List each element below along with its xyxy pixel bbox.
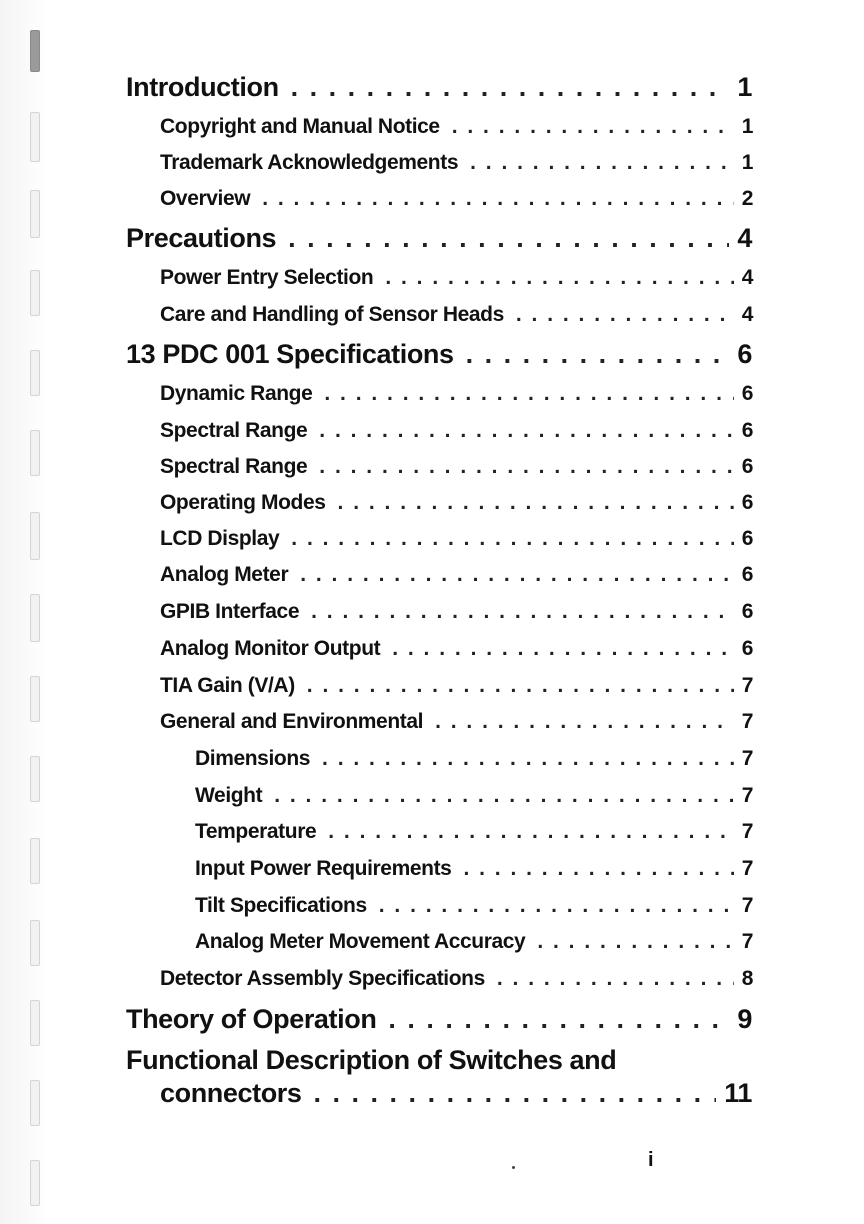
toc-entry-page: 1 xyxy=(737,72,752,102)
toc-entry-level2[interactable] xyxy=(160,637,753,661)
toc-entry-level2[interactable] xyxy=(160,455,753,479)
toc-entry-title: Power Entry Selection xyxy=(160,266,374,289)
toc-dot-leader xyxy=(311,600,734,624)
toc-entry-page: 2 xyxy=(741,187,753,210)
toc-entry-title: Analog Meter Movement Accuracy xyxy=(195,930,526,953)
toc-entry-title: Introduction xyxy=(126,72,279,102)
toc-dot-leader xyxy=(328,820,733,844)
toc-entry-page: 6 xyxy=(737,339,752,369)
toc-entry-page: 7 xyxy=(741,857,753,880)
toc-dot-leader xyxy=(516,303,734,327)
toc-dot-leader xyxy=(324,382,733,406)
toc-dot-leader xyxy=(463,857,733,881)
toc-dot-leader xyxy=(314,1078,717,1109)
toc-dot-leader xyxy=(291,72,730,103)
toc-entry-title: General and Environmental xyxy=(160,710,424,733)
toc-entry-title: Dynamic Range xyxy=(160,382,313,405)
toc-entry-title: Detector Assembly Specifications xyxy=(160,967,485,990)
toc-dot-leader xyxy=(274,784,734,808)
toc-entry-level2[interactable] xyxy=(160,419,753,443)
toc-dot-leader xyxy=(300,563,734,587)
toc-entry-level3[interactable] xyxy=(195,930,753,954)
toc-entry-level3[interactable] xyxy=(195,894,753,918)
toc-entry-title: Weight xyxy=(195,784,263,807)
toc-entry-level3[interactable] xyxy=(195,820,753,844)
toc-entry-page: 11 xyxy=(724,1078,752,1108)
toc-entry-title: Analog Meter xyxy=(160,563,289,586)
toc-entry-title: Analog Monitor Output xyxy=(160,637,381,660)
toc-entry-page: 7 xyxy=(741,930,753,953)
toc-entry-page: 6 xyxy=(741,491,753,514)
toc-entry-level2[interactable] xyxy=(160,967,753,991)
toc-entry-title: Care and Handling of Sensor Heads xyxy=(160,303,504,326)
toc-entry-level2[interactable] xyxy=(160,563,753,587)
toc-entry-page: 9 xyxy=(737,1004,752,1034)
toc-entry-title: GPIB Interface xyxy=(160,600,300,623)
toc-entry-level1[interactable] xyxy=(126,339,752,370)
toc-entry-title: Overview xyxy=(160,187,251,210)
toc-dot-leader xyxy=(466,339,730,370)
toc-entry-title: Temperature xyxy=(195,820,317,843)
toc-entry-title: Precautions xyxy=(126,223,277,253)
toc-entry-level2[interactable] xyxy=(160,115,753,139)
toc-entry-page: 7 xyxy=(741,747,753,770)
toc-entry-level2[interactable] xyxy=(160,382,753,406)
toc-dot-leader xyxy=(385,266,733,290)
toc-entry-page: 7 xyxy=(741,894,753,917)
toc-entry-title: TIA Gain (V/A) xyxy=(160,674,295,697)
toc-dot-leader xyxy=(291,527,733,551)
toc-entry-page: 7 xyxy=(741,674,753,697)
toc-dot-leader xyxy=(262,187,734,211)
toc-dot-leader xyxy=(497,967,734,991)
toc-entry-page: 7 xyxy=(741,784,753,807)
toc-entry-title: Copyright and Manual Notice xyxy=(160,115,440,138)
toc-entry-level3[interactable] xyxy=(195,747,753,771)
toc-entry-title: Operating Modes xyxy=(160,491,326,514)
toc-entry-title: Trademark Acknowledgements xyxy=(160,151,459,174)
toc-entry-title: Input Power Requirements xyxy=(195,857,452,880)
toc-entry-title: LCD Display xyxy=(160,527,280,550)
toc-entry-level2[interactable] xyxy=(160,710,753,734)
toc-entry-level2[interactable] xyxy=(160,187,753,211)
toc-dot-leader xyxy=(435,710,734,734)
toc-entry-page: 7 xyxy=(741,820,753,843)
toc-dot-leader xyxy=(307,674,734,698)
toc-entry-level2[interactable] xyxy=(160,303,753,327)
toc-entry-page: 4 xyxy=(737,223,752,253)
toc-dot-leader xyxy=(470,151,734,175)
toc-entry-level2[interactable] xyxy=(160,491,753,515)
toc-entry-level1[interactable] xyxy=(126,72,752,103)
toc-entry-level3[interactable] xyxy=(195,857,753,881)
toc-entry-page: 6 xyxy=(741,527,753,550)
toc-entry-title: 13 PDC 001 Specifications xyxy=(126,339,454,369)
toc-entry-level2[interactable] xyxy=(160,527,753,551)
toc-dot-leader xyxy=(319,455,733,479)
toc-dot-leader xyxy=(452,115,734,139)
toc-dot-leader xyxy=(392,637,734,661)
toc-entry-page: 8 xyxy=(741,967,753,990)
toc-entry-title: Tilt Specifications xyxy=(195,894,367,917)
toc-dot-leader xyxy=(537,930,733,954)
page-folio: i xyxy=(648,1149,654,1171)
toc-entry-title: Theory of Operation xyxy=(126,1004,377,1034)
toc-entry-title: Spectral Range xyxy=(160,455,308,478)
toc-entry-level2[interactable] xyxy=(160,151,753,175)
toc-dot-leader xyxy=(388,1004,729,1035)
toc-entry-title: connectors xyxy=(160,1078,302,1108)
toc-entry-title: Spectral Range xyxy=(160,419,308,442)
toc-entry-level2[interactable] xyxy=(160,600,753,624)
toc-entry-page: 6 xyxy=(741,563,753,586)
toc-dot-leader xyxy=(322,747,734,771)
toc-dot-leader xyxy=(338,491,734,515)
toc-entry-page: 4 xyxy=(741,266,753,289)
toc-entry-title-wrapped-line[interactable]: Functional Description of Switches and xyxy=(126,1045,617,1075)
toc-entry-page: 6 xyxy=(741,600,753,623)
toc-entry-level3[interactable] xyxy=(195,784,753,808)
toc-dot-leader xyxy=(319,419,733,443)
toc-entry-level1[interactable] xyxy=(126,1004,752,1035)
toc-dot-leader xyxy=(379,894,734,918)
toc-entry-level1[interactable] xyxy=(160,1078,752,1109)
toc-entry-page: 1 xyxy=(741,151,753,174)
toc-entry-page: 6 xyxy=(741,637,753,660)
toc-entry-page: 6 xyxy=(741,455,753,478)
toc-entry-level1[interactable] xyxy=(126,223,752,254)
toc-entry-page: 6 xyxy=(741,419,753,442)
toc-entry-level2[interactable] xyxy=(160,674,753,698)
toc-entry-page: 4 xyxy=(741,303,753,326)
toc-entry-page: 7 xyxy=(741,710,753,733)
toc-entry-level2[interactable] xyxy=(160,266,753,290)
toc-entry-page: 6 xyxy=(741,382,753,405)
toc-dot-leader xyxy=(288,223,729,254)
toc-entry-page: 1 xyxy=(741,115,753,138)
toc-entry-title: Dimensions xyxy=(195,747,311,770)
scan-speck xyxy=(512,1166,515,1169)
